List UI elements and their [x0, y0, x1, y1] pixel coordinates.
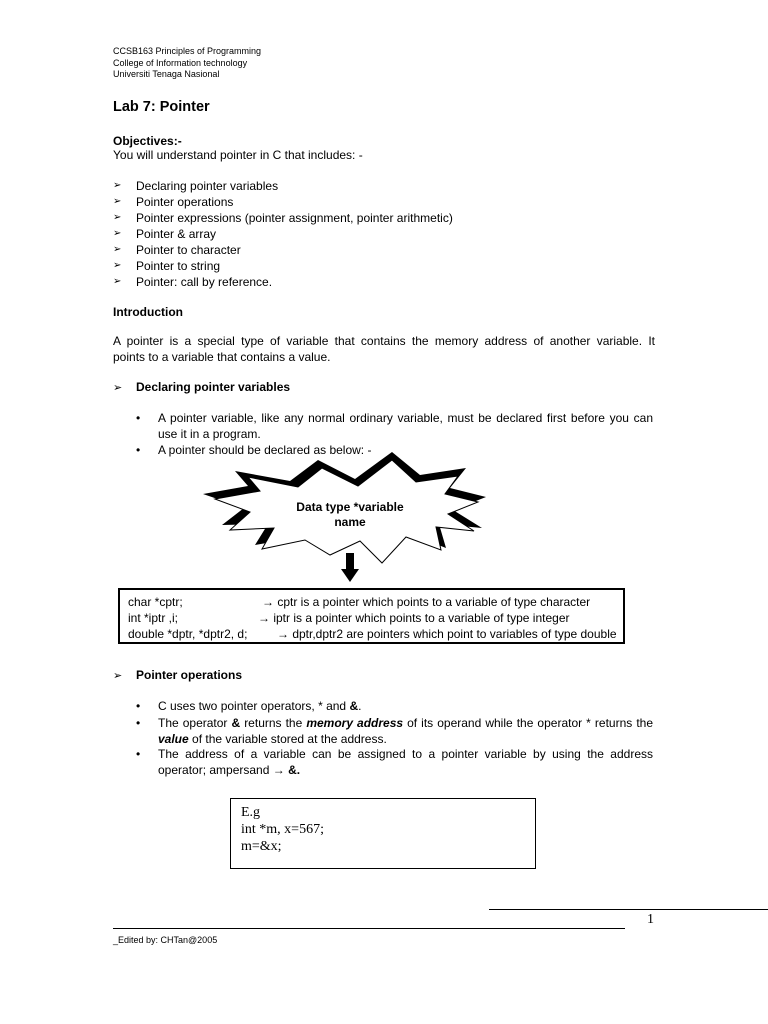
introduction-heading: Introduction	[113, 305, 183, 319]
arrow-bullet-icon: ➢	[113, 244, 122, 255]
example-line: int *m, x=567;	[241, 822, 324, 837]
down-arrow-shaft	[346, 553, 354, 571]
declaration-examples-box	[118, 588, 625, 644]
burst-label-line-2: name	[334, 515, 366, 529]
page-number: 1	[647, 912, 654, 927]
burst-label	[280, 500, 420, 530]
header-course: CCSB163 Principles of Programming	[113, 46, 262, 56]
arrow-bullet-icon: ➢	[113, 180, 122, 191]
bullet-dot-icon: •	[136, 443, 141, 457]
footer-rule-left	[113, 928, 625, 929]
example-row: int *iptr ,i; → iptr is a pointer which points to a variable of type integer	[128, 611, 570, 625]
example-line: m=&x;	[241, 839, 282, 854]
arrow-bullet-icon: ➢	[113, 260, 122, 271]
bullet-dot-icon: •	[136, 411, 141, 425]
declaring-heading: Declaring pointer variables	[136, 380, 291, 394]
arrow-bullet-icon: ➢	[113, 276, 122, 287]
operations-example-box	[230, 798, 536, 869]
objectives-heading: Objectives:-	[113, 134, 182, 148]
down-arrow-icon	[341, 569, 359, 582]
example-row: char *cptr; → cptr is a pointer which points to a variable of type character	[128, 595, 591, 609]
introduction-line-2: points to a variable that contains a value.	[113, 350, 331, 364]
arrow-bullet-icon: ➢	[113, 670, 123, 682]
bullet-dot-icon: •	[136, 699, 141, 713]
arrow-bullet-icon: ➢	[113, 228, 122, 239]
example-line: E.g	[241, 805, 261, 820]
header-university: Universiti Tenaga Nasional	[113, 69, 220, 80]
footer-credit: _Edited by: CHTan@2005	[113, 935, 218, 945]
page-title: Lab 7: Pointer	[113, 99, 210, 115]
document-page: CCSB163 Principles of Programming College of Information technology Universiti Tenaga Nasional Lab 7: Pointer Objectives:- You will understand pointer in C that includes: - ➢ Declaring pointer variables ➢ Pointer operations ➢ Pointer expressions (pointer assignment, pointer arithmetic) ➢ Pointer & array ➢ Pointer to character ➢ Pointer to string ➢ Pointer: call by reference. Introduction A pointer is a special type of variable that contains the memory address of another variable. It points to a variable that contains a value. ➢ Declaring pointer variables • A pointer variable, like any normal ordinary variable, must be declared first before you can use it in a program. • A pointer should be declared as below: - Data type *variable name char *cptr; → cptr is a pointer which points to a variable of type character int *iptr ,i; → iptr is a pointer which points to a variable of type integer double *dptr, *dptr2, d; → dptr,dptr2 are pointers which point to variables of type double ➢ Pointer operations • C uses two pointer operators, * and &. • The operator & returns the memory address of its operand while the operator * returns the value of the variable stored at the address. • The address of a variable can be assigned to a pointer variable by using the address operator; ampersand → &. E.g int *m, x=567; m=&x; 1 _Edited by: CHTan@2005	[0, 0, 768, 1024]
arrow-bullet-icon: ➢	[113, 196, 122, 207]
bullet-dot-icon: •	[136, 747, 141, 761]
example-row: double *dptr, *dptr2, d; → dptr,dptr2 are pointers which point to variables of type double	[128, 627, 617, 641]
introduction-line-1: A pointer is a special type of variable that contains the memory address of another variable. It	[113, 334, 655, 348]
bullet-dot-icon: •	[136, 716, 141, 730]
arrow-bullet-icon: ➢	[113, 382, 123, 394]
header-college: College of Information technology	[113, 57, 248, 68]
burst-label-line-1: Data type *variable	[296, 500, 404, 514]
operations-heading: Pointer operations	[136, 668, 243, 682]
footer-rule-right	[489, 909, 768, 910]
objectives-intro: You will understand pointer in C that includes: -	[113, 148, 363, 162]
arrow-bullet-icon: ➢	[113, 212, 122, 223]
